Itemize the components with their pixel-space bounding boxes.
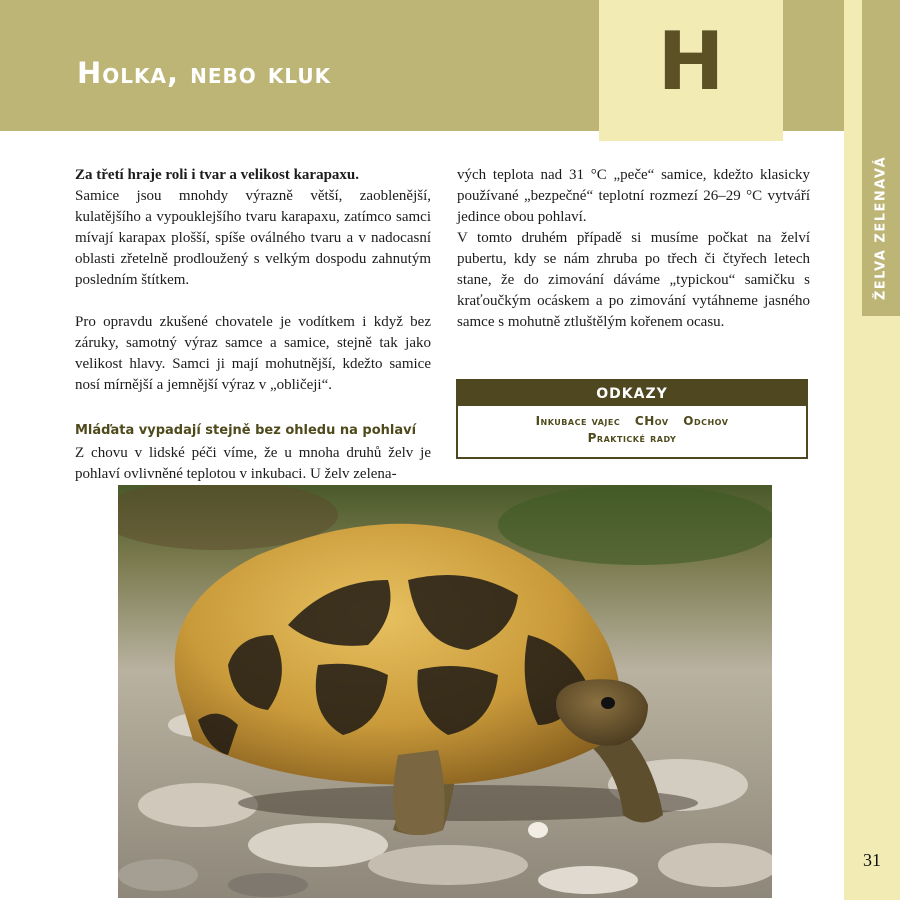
links-row — [458, 431, 806, 445]
page-number: 31 — [863, 850, 881, 870]
paragraph: Samice jsou mnohdy výrazně větší, zaoblenější, kulatějšího a vypouklejšího tvaru karapaxu, zatímco samci mívají karapax plošší, spíše oválného tvaru a v nadocasní oblasti zřetelně prodloužený s velkým dospodu zahnutým posledním štítkem. — [75, 188, 431, 288]
paragraph: V tomto druhém případě si musíme počkat na želví pubertu, kdy se nám zhruba po třech či čtyřech letech stane, že do zimování dáváme „typickou“ samičku s kraťoučkým ocáskem a po zimování vytáhneme jasného samce s mohutně ztluštělým kořenem ocasu. — [457, 230, 810, 330]
links-box — [456, 379, 808, 459]
link-odchov[interactable]: Odchov — [683, 414, 729, 428]
chapter-letter: H — [657, 15, 725, 108]
page-title: Holka, nebo kluk — [77, 56, 332, 90]
paragraph: vých teplota nad 31 °C „peče“ samice, kdežto klasicky používané „bezpečné“ teplotní rozmezí 26–29 °C vytváří jedince obou pohlaví. — [457, 167, 810, 225]
text-column-right — [457, 165, 810, 333]
lead-sentence: Za třetí hraje roli i tvar a velikost karapaxu. — [75, 167, 360, 183]
links-row — [458, 414, 806, 428]
side-tab — [862, 0, 900, 316]
tortoise-photo — [118, 485, 772, 898]
paragraph: Z chovu v lidské péči víme, že u mnoha druhů želv je pohlaví ovlivněné teplotou v inkubaci. U želv zelena- — [75, 445, 431, 482]
chapter-letter-box — [599, 0, 783, 141]
side-tab-label: ŽELVA ZELENAVÁ — [873, 155, 889, 301]
link-chov[interactable]: CHov — [634, 414, 669, 428]
links-box-title: ODKAZY — [458, 381, 806, 406]
subheading: Mláďata vypadají stejně bez ohledu na pohlaví — [75, 423, 417, 438]
paragraph: Pro opravdu zkušené chovatele je vodítkem i když bez záruky, samotný výraz samce a samice, stejně tak jako velikost hlavy. Samci ji mají mohutnější, kdežto samice nosí mírnější a jemnější výraz v „obličeji“. — [75, 314, 431, 393]
link-prakticke-rady[interactable]: Praktické rady — [587, 431, 677, 445]
link-inkubace[interactable]: Inkubace vajec — [535, 414, 621, 428]
text-column-left — [75, 165, 431, 485]
